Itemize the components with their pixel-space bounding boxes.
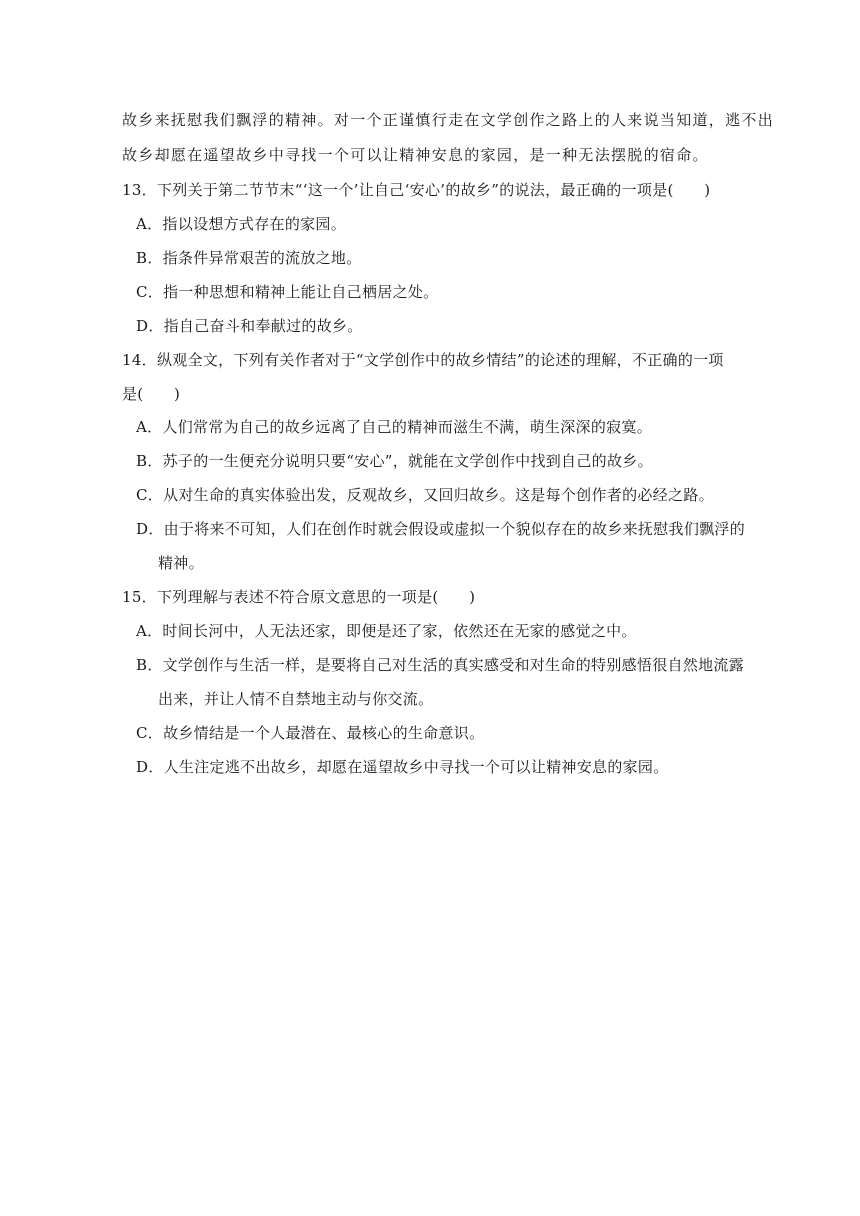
question-15-option-b-continued: 出来，并让人情不自禁地主动与你交流。: [158, 690, 434, 708]
question-15-option-a: A．时间长河中，人无法还家，即便是还了家，依然还在无家的感觉之中。: [136, 622, 637, 640]
question-14-stem: 14．纵观全文，下列有关作者对于“文学创作中的故乡情结”的论述的理解，不正确的一项: [122, 351, 724, 369]
intro-line-1: 故乡来抚慰我们飘浮的精神。对一个正谨慎行走在文学创作之路上的人来说当知道，逃不出: [122, 111, 775, 129]
intro-line-2: 故乡却愿在遥望故乡中寻找一个可以让精神安息的家园，是一种无法摆脱的宿命。: [122, 146, 709, 164]
question-14-option-a: A．人们常常为自己的故乡远离了自己的精神而滋生不满，萌生深深的寂寞。: [136, 418, 653, 436]
question-15-option-b: B．文学创作与生活一样，是要将自己对生活的真实感受和对生命的特别感悟很自然地流露: [136, 656, 745, 674]
question-14-option-d-continued: 精神。: [158, 554, 204, 572]
question-14-option-c: C．从对生命的真实体验出发，反观故乡，又回归故乡。这是每个创作者的必经之路。: [136, 486, 714, 504]
question-15-stem: 15．下列理解与表述不符合原文意思的一项是( ): [122, 588, 476, 606]
question-14-option-b: B．苏子的一生便充分说明只要“安心”，就能在文学创作中找到自己的故乡。: [136, 452, 653, 470]
question-13-option-b: B．指条件异常艰苦的流放之地。: [136, 249, 362, 267]
question-15-option-d: D．人生注定逃不出故乡，却愿在遥望故乡中寻找一个可以让精神安息的家园。: [136, 758, 669, 776]
question-14-stem-continued: 是( ): [122, 385, 181, 403]
question-13-option-c: C．指一种思想和精神上能让自己栖居之处。: [136, 283, 439, 301]
question-14-option-d: D．由于将来不可知，人们在创作时就会假设或虚拟一个貌似存在的故乡来抚慰我们飘浮的: [136, 520, 746, 538]
question-13-stem: 13．下列关于第二节节末“‘这一个’让自己‘安心’的故乡”的说法，最正确的一项是( ): [122, 181, 711, 199]
question-13-option-a: A．指以设想方式存在的家园。: [136, 215, 347, 233]
question-13-option-d: D．指自己奋斗和奉献过的故乡。: [136, 317, 363, 335]
question-15-option-c: C．故乡情结是一个人最潜在、最核心的生命意识。: [136, 724, 485, 742]
